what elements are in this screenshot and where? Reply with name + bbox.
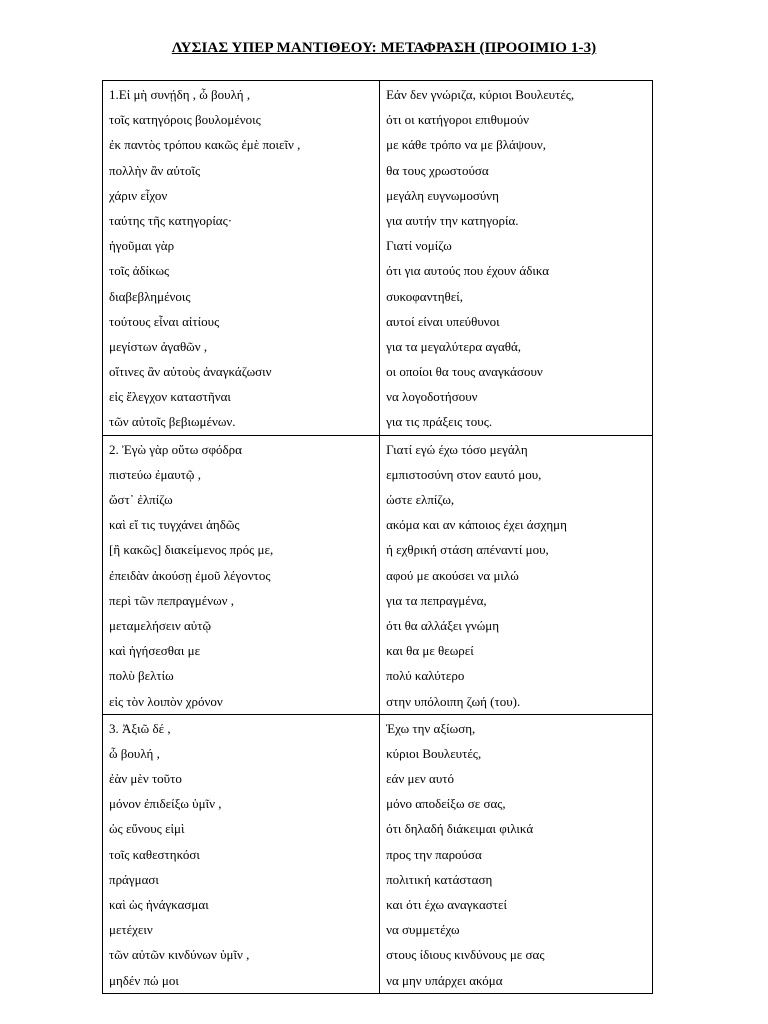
modern-greek-line: για τα μεγαλύτερα αγαθά, (386, 338, 522, 354)
ancient-greek-line: πολὺ βελτίω (109, 668, 174, 684)
ancient-greek-line: ταύτης τῆς κατηγορίας· (109, 212, 233, 228)
ancient-greek-line: τῶν αὐτῶν κινδύνων ὑμῖν , (109, 947, 250, 963)
ancient-greek-line: οἵτινες ἂν αὐτοὺς ἀναγκάζωσιν (109, 364, 272, 380)
translation-table (102, 80, 653, 994)
ancient-greek-line: τοῖς κατηγόροις βουλομένοις (109, 112, 261, 128)
modern-greek-line: να μην υπάρχει ακόμα (386, 972, 503, 988)
ancient-greek-line: 1.Εἰ μὴ συνῄδη , ὦ βουλή , (109, 87, 251, 102)
modern-greek-line: για αυτήν την κατηγορία. (386, 212, 519, 228)
ancient-greek-line: διαβεβλημένοις (109, 288, 191, 304)
modern-greek-line: ότι δηλαδή διάκειμαι φιλικά (386, 821, 534, 837)
ancient-greek-cell (103, 435, 380, 714)
ancient-greek-line: ὥστ᾽ ἐλπίζω (109, 492, 173, 507)
modern-greek-cell (380, 714, 653, 993)
modern-greek-line: ή εχθρική στάση απέναντί μου, (386, 542, 549, 558)
ancient-greek-line: μετέχειν (109, 922, 153, 938)
modern-greek-line: ότι οι κατήγοροι επιθυμούν (386, 112, 530, 128)
ancient-greek-line: εἰς ἔλεγχον καταστῆναι (109, 389, 231, 405)
modern-greek-line: ότι θα αλλάξει γνώμη (386, 617, 500, 633)
section-row (103, 714, 653, 993)
modern-greek-line: να λογοδοτήσουν (386, 389, 478, 405)
modern-greek-cell (380, 81, 653, 436)
modern-greek-line: ότι για αυτούς που έχουν άδικα (386, 263, 550, 279)
modern-greek-line: εμπιστοσύνη στον εαυτό μου, (386, 466, 542, 482)
modern-greek-line: εάν μεν αυτό (386, 771, 455, 787)
ancient-greek-line: πράγμασι (109, 871, 159, 887)
ancient-greek-line: μηδέν πώ μοι (109, 972, 179, 988)
modern-greek-line: ώστε ελπίζω, (386, 492, 455, 507)
ancient-greek-line: μεταμελήσειν αὐτῷ (109, 617, 212, 633)
section-row (103, 435, 653, 714)
ancient-greek-line: ἐκ παντὸς τρόπου κακῶς ἐμὲ ποιεῖν , (109, 137, 301, 153)
modern-greek-line: συκοφαντηθεί, (386, 288, 463, 304)
ancient-greek-line: καὶ ὡς ἠνάγκασμαι (109, 897, 209, 912)
modern-greek-line: αυτοί είναι υπεύθυνοι (386, 313, 500, 329)
modern-greek-line: για τα πεπραγμένα, (386, 592, 487, 608)
modern-greek-line: οι οποίοι θα τους αναγκάσουν (386, 364, 543, 380)
ancient-greek-line: καὶ εἴ τις τυγχάνει ἀηδῶς (109, 517, 240, 533)
ancient-greek-line: τῶν αὐτοῖς βεβιωμένων. (109, 414, 236, 430)
modern-greek-line: να συμμετέχω (386, 922, 460, 938)
modern-greek-line: πολύ καλύτερο (386, 668, 465, 684)
modern-greek-line: αφού με ακούσει να μιλώ (386, 567, 519, 583)
ancient-greek-line: καὶ ἡγήσεσθαι με (109, 643, 201, 659)
modern-greek-line: και ότι έχω αναγκαστεί (386, 897, 507, 912)
modern-greek-line: για τις πράξεις τους. (386, 414, 493, 430)
modern-greek-line: Εάν δεν γνώριζα, κύριοι Βουλευτές, (386, 87, 575, 102)
modern-greek-line: με κάθε τρόπο να με βλάψουν, (386, 137, 547, 153)
ancient-greek-line: ὦ βουλή , (109, 745, 160, 761)
modern-greek-line: ακόμα και αν κάποιος έχει άσχημη (386, 517, 567, 533)
modern-greek-line: πολιτική κατάσταση (386, 871, 493, 887)
ancient-greek-line: μόνον ἐπιδείξω ὑμῖν , (109, 796, 222, 812)
ancient-greek-line: μεγίστων ἀγαθῶν , (109, 338, 208, 354)
modern-greek-line: θα τους χρωστούσα (386, 162, 489, 178)
ancient-greek-cell (103, 714, 380, 993)
modern-greek-line: προς την παρούσα (386, 846, 482, 862)
ancient-greek-line: 2. Ἐγὼ γὰρ οὕτω σφόδρα (109, 441, 242, 457)
ancient-greek-line: περὶ τῶν πεπραγμένων , (109, 592, 235, 608)
modern-greek-line: κύριοι Βουλευτές, (386, 745, 482, 761)
ancient-greek-line: [ἢ κακῶς] διακείμενος πρός με, (109, 542, 274, 558)
modern-greek-line: και θα με θεωρεί (386, 643, 474, 659)
page-title: ΛΥΣΙΑΣ ΥΠΕΡ ΜΑΝΤΙΘΕΟΥ: ΜΕΤΑΦΡΑΣΗ (ΠΡΟΟΙΜΙΟ 1-3) (171, 40, 597, 56)
ancient-greek-line: εἰς τὸν λοιπὸν χρόνον (109, 693, 223, 709)
modern-greek-line: μόνο αποδείξω σε σας, (386, 796, 506, 812)
ancient-greek-line: τούτους εἶναι αἰτίους (109, 313, 220, 329)
modern-greek-line: Έχω την αξίωση, (386, 720, 476, 736)
ancient-greek-line: πιστεύω ἐμαυτῷ , (109, 466, 201, 482)
ancient-greek-line: 3. Ἀξιῶ δέ , (109, 720, 171, 736)
modern-greek-line: στην υπόλοιπη ζωή (του). (386, 693, 521, 709)
ancient-greek-line: χάριν εἶχον (109, 187, 168, 203)
ancient-greek-line: ὡς εὔνους εἰμὶ (109, 821, 185, 837)
ancient-greek-line: ἡγοῦμαι γὰρ (109, 238, 175, 254)
modern-greek-cell (380, 435, 653, 714)
ancient-greek-line: πολλὴν ἂν αὐτοῖς (109, 162, 201, 178)
modern-greek-line: μεγάλη ευγνωμοσύνη (386, 187, 499, 203)
section-row (103, 81, 653, 436)
modern-greek-line: Γιατί εγώ έχω τόσο μεγάλη (386, 441, 528, 457)
ancient-greek-cell (103, 81, 380, 436)
modern-greek-line: Γιατί νομίζω (386, 238, 452, 254)
ancient-greek-line: ἐὰν μὲν τοῦτο (109, 771, 182, 787)
modern-greek-line: στους ίδιους κινδύνους με σας (386, 947, 545, 963)
ancient-greek-line: τοῖς καθεστηκόσι (109, 846, 200, 862)
ancient-greek-line: ἐπειδὰν ἀκούσῃ ἐμοῦ λέγοντος (109, 567, 271, 583)
ancient-greek-line: τοῖς ἀδίκως (109, 263, 170, 279)
